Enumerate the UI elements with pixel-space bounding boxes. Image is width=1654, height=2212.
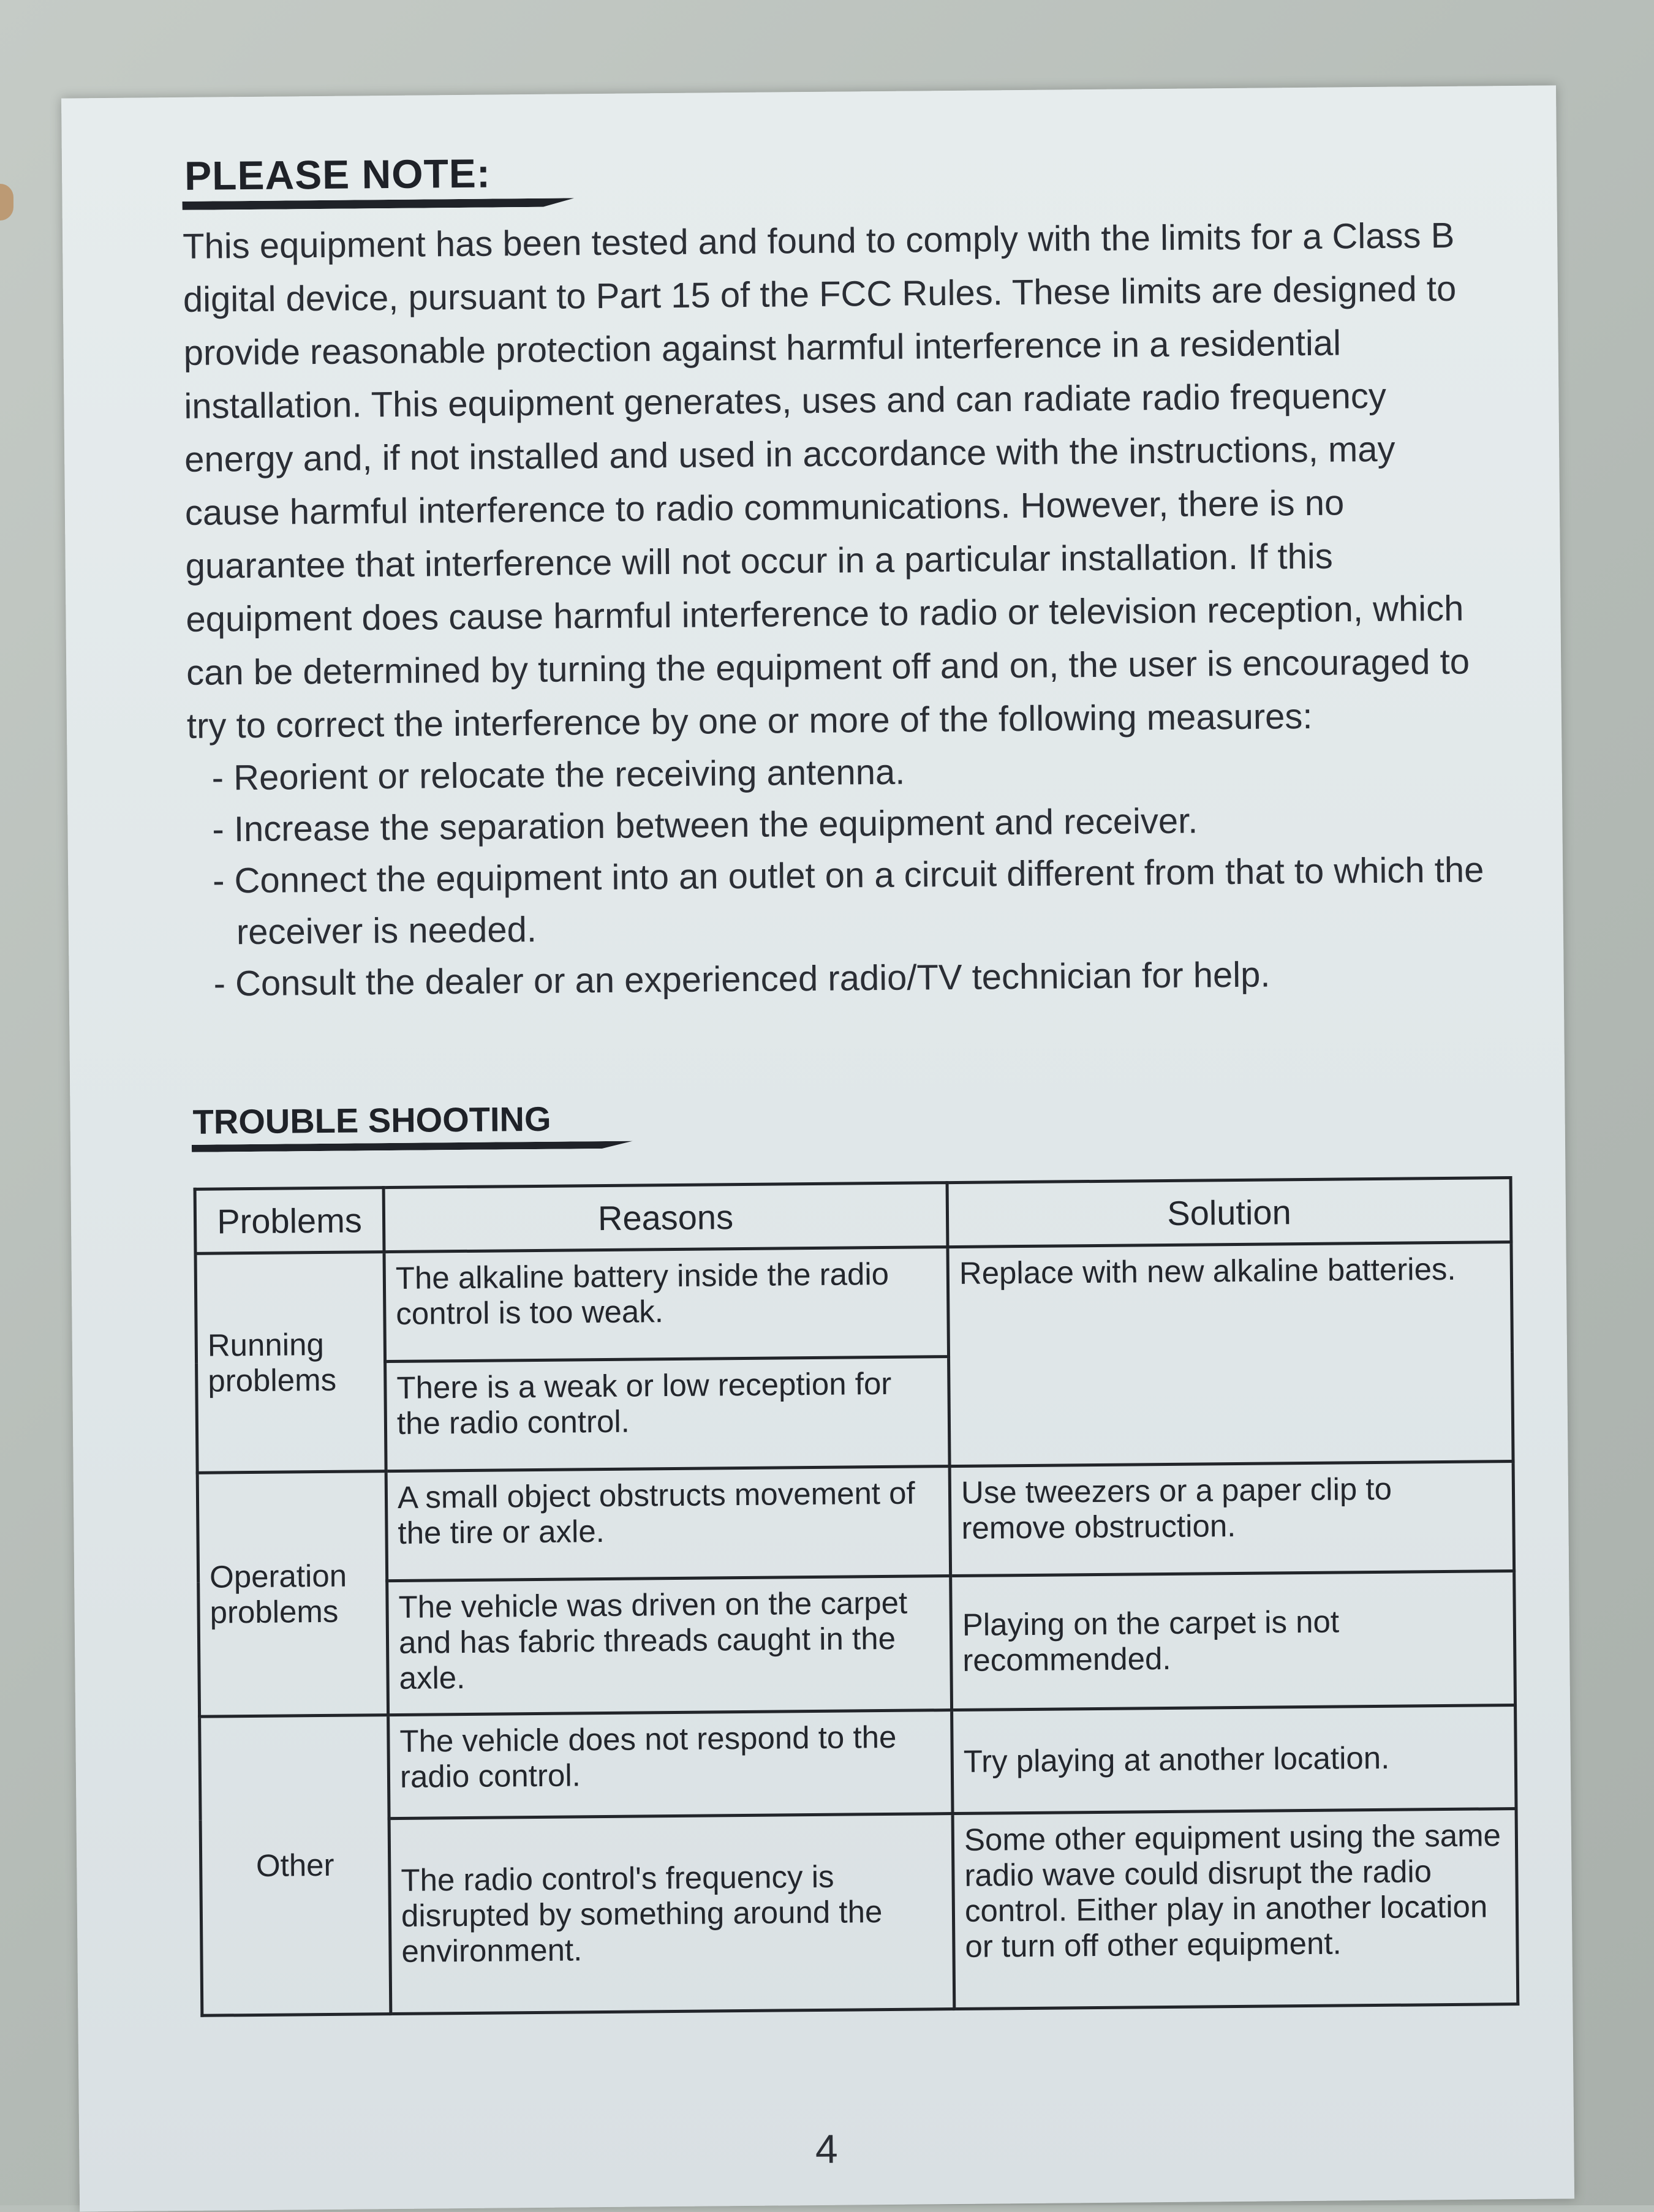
header-reasons: Reasons: [383, 1183, 948, 1252]
fcc-notice-line: installation. This equipment generates, uses and can radiate radio frequency: [184, 376, 1387, 426]
fcc-notice-paragraph: [183, 208, 1560, 753]
reason-cell: There is a weak or low reception for the radio control.: [385, 1357, 950, 1471]
fcc-notice-line: This equipment has been tested and found to comply with the limits for a Class B: [182, 215, 1455, 266]
table-row: [198, 1571, 1516, 1717]
solution-cell: Try playing at another location.: [952, 1705, 1516, 1814]
header-solution: Solution: [947, 1178, 1511, 1247]
fcc-notice-line: try to correct the interference by one or more of the following measures:: [186, 696, 1313, 746]
please-note-underline: [183, 198, 575, 210]
reason-cell: A small object obstructs movement of the tire or axle.: [386, 1466, 951, 1581]
fcc-notice-line: digital device, pursuant to Part 15 of the FCC Rules. These limits are designed to: [183, 268, 1457, 320]
solution-cell: Some other equipment using the same radio wave could disrupt the radio control. Either play in another location or turn off other equipment.: [953, 1809, 1518, 2009]
problem-cell: Running problems: [195, 1252, 386, 1473]
trouble-shooting-table: [194, 1176, 1520, 2017]
manual-page: [61, 85, 1574, 2211]
problem-cell: Operation problems: [197, 1471, 388, 1717]
table-header-row: [195, 1178, 1511, 1254]
table-row: [197, 1462, 1514, 1583]
trouble-shooting-underline: [192, 1141, 633, 1152]
fcc-notice-line: energy and, if not installed and used in accordance with the instructions, may: [184, 429, 1395, 480]
table-row: [200, 1705, 1516, 1821]
header-problems: Problems: [195, 1188, 384, 1254]
problem-cell: Other: [200, 1715, 391, 2016]
table-row: [195, 1242, 1512, 1364]
reason-cell: The radio control's frequency is disrupted by something around the environment.: [389, 1814, 954, 2014]
please-note-heading: PLEASE NOTE:: [184, 150, 491, 198]
page-number: 4: [815, 2126, 838, 2172]
fcc-notice-line: guarantee that interference will not occur in a particular installation. If this: [185, 536, 1334, 586]
measure-item: - Consult the dealer or an experienced radio/TV technician for help.: [213, 954, 1271, 1004]
measure-item: - Connect the equipment into an outlet on a circuit different from that to which the receiver is needed.: [212, 850, 1484, 953]
measure-item: - Reorient or relocate the receiving antenna.: [211, 752, 905, 798]
reason-cell: The alkaline battery inside the radio control is too weak.: [384, 1247, 949, 1362]
fcc-notice-line: provide reasonable protection against harmful interference in a residential: [183, 323, 1342, 373]
solution-cell: Use tweezers or a paper clip to remove obstruction.: [950, 1462, 1514, 1576]
trouble-shooting-heading: TROUBLE SHOOTING: [192, 1099, 551, 1141]
reason-cell: The vehicle was driven on the carpet and has fabric threads caught in the axle.: [387, 1576, 952, 1715]
solution-cell: Replace with new alkaline batteries.: [948, 1242, 1513, 1466]
fcc-notice-line: cause harmful interference to radio communications. However, there is no: [184, 483, 1345, 533]
interference-measures-list: [211, 741, 1561, 1010]
solution-cell: Playing on the carpet is not recommended.: [951, 1571, 1516, 1710]
fcc-notice-line: equipment does cause harmful interference to radio or television reception, which: [186, 588, 1464, 640]
measure-item: - Increase the separation between the equipment and receiver.: [212, 801, 1198, 850]
reason-cell: The vehicle does not respond to the radio control.: [388, 1710, 953, 1819]
table-row: [200, 1809, 1518, 2016]
fcc-notice-line: can be determined by turning the equipment off and on, the user is encouraged to: [186, 641, 1470, 693]
